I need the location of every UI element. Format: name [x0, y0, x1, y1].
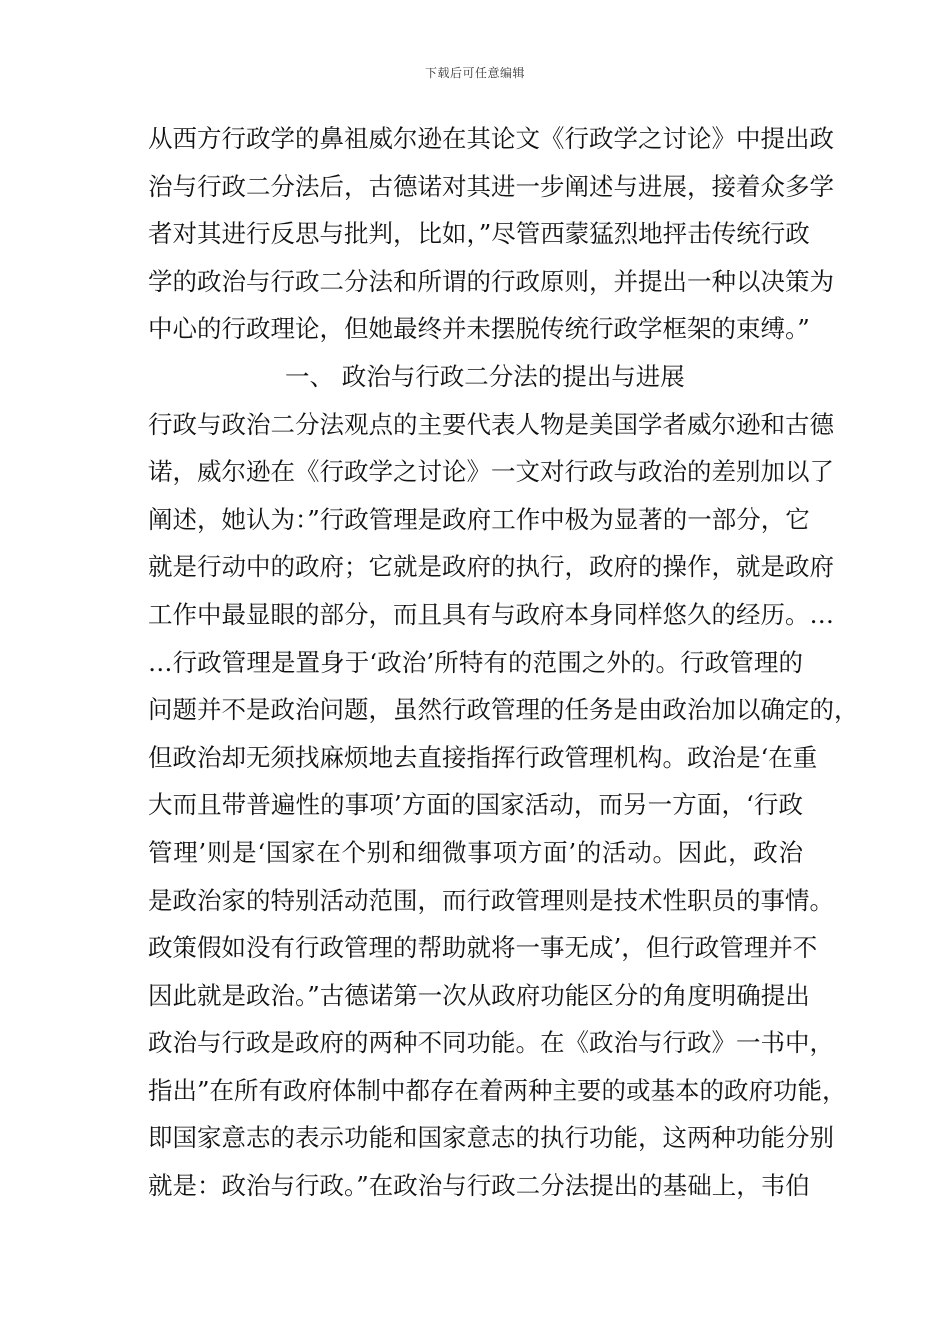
page-header: 下载后可任意编辑: [424, 66, 525, 80]
body-paragraph: [148, 401, 859, 1210]
text-line: 但政治却无须找麻烦地去直接指挥行政管理机构。政治是‘在重: [148, 742, 818, 772]
text-line: 学的政治与行政二分法和所谓的行政原则，并提出一种以决策为: [148, 266, 834, 296]
text-line: 政治与行政是政府的两种不同功能。在《政治与行政》一书中，: [148, 1028, 834, 1058]
text-line: …行政管理是置身于‘政治’所特有的范围之外的。行政管理的: [148, 647, 803, 677]
section-heading: 一、 政治与行政二分法的提出与进展: [285, 361, 685, 391]
intro-paragraph: [148, 115, 834, 353]
text-line: 诺，威尔逊在《行政学之讨论》一文对行政与政治的差别加以了: [148, 457, 834, 487]
text-line: 从西方行政学的鼻祖威尔逊在其论文《行政学之讨论》中提出政: [148, 124, 834, 153]
text-line: 行政与政治二分法观点的主要代表人物是美国学者威尔逊和古德: [148, 409, 834, 439]
text-line: 就是：政治与行政。”在政治与行政二分法提出的基础上，韦伯: [148, 1171, 810, 1201]
text-line: 中心的行政理论，但她最终并未摆脱传统行政学框架的束缚。”: [148, 314, 810, 344]
text-line: 大而且带普遍性的事项’方面的国家活动，而另一方面，‘行政: [148, 790, 803, 820]
text-line: 即国家意志的表示功能和国家意志的执行功能，这两种功能分别: [148, 1123, 834, 1153]
document-body: [148, 115, 859, 1210]
text-line: 者对其进行反思与批判，比如，”尽管西蒙猛烈地抨击传统行政: [148, 219, 810, 249]
text-line: 工作中最显眼的部分，而且具有与政府本身同样悠久的经历。…: [148, 599, 834, 629]
text-line: 问题并不是政治问题，虽然行政管理的任务是由政治加以确定的，: [148, 695, 859, 725]
text-line: 就是行动中的政府；它就是政府的执行，政府的操作，就是政府: [148, 552, 834, 582]
text-line: 指出”在所有政府体制中都存在着两种主要的或基本的政府功能，: [148, 1075, 847, 1105]
text-line: 阐述，她认为：”行政管理是政府工作中极为显著的一部分，它: [148, 504, 810, 534]
text-line: 治与行政二分法后，古德诺对其进一步阐述与进展，接着众多学: [148, 171, 834, 201]
text-line: 是政治家的特别活动范围，而行政管理则是技术性职员的事情。: [148, 885, 834, 915]
text-line: 因此就是政治。”古德诺第一次从政府功能区分的角度明确提出: [148, 980, 810, 1010]
text-line: 管理’则是‘国家在个别和细微事项方面’的活动。因此，政治: [148, 837, 803, 867]
text-line: 政策假如没有行政管理的帮助就将一事无成’，但行政管理并不: [148, 933, 818, 963]
